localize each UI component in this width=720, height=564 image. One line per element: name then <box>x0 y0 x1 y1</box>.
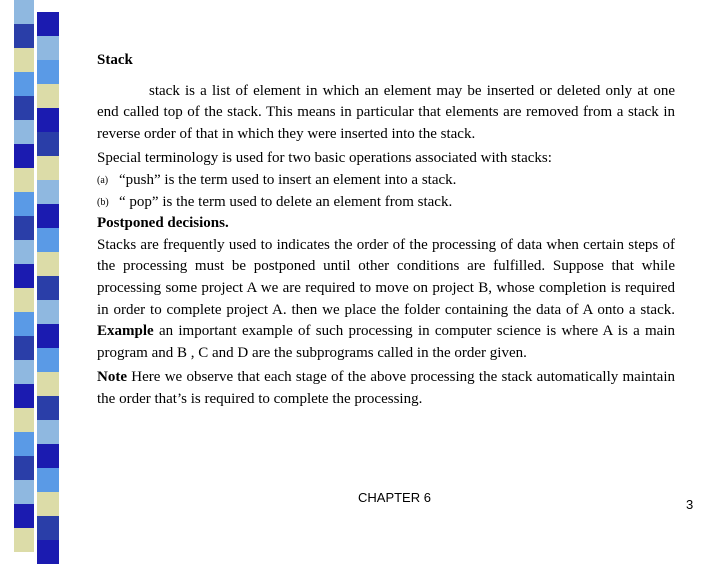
stripe-block <box>14 432 34 456</box>
stripe-block <box>14 216 34 240</box>
stripe-block <box>37 396 59 420</box>
stripe-block <box>14 528 34 552</box>
stripe-block <box>14 168 34 192</box>
example-label: Example <box>97 323 154 340</box>
stripe-block <box>37 36 59 60</box>
stripe-block <box>37 444 59 468</box>
stripe-block <box>14 48 34 72</box>
stripe-block <box>37 108 59 132</box>
page-number: 3 <box>686 497 694 512</box>
stripe-block <box>14 0 34 24</box>
stripe-block <box>37 228 59 252</box>
stripe-block <box>37 468 59 492</box>
page-title: Stack <box>97 52 133 68</box>
stripe-block <box>14 288 34 312</box>
list-item-text: “push” is the term used to insert an element into a stack. <box>119 171 457 188</box>
stripe-block <box>14 312 34 336</box>
stripe-block <box>37 132 59 156</box>
section-heading: Postponed decisions. <box>97 215 229 232</box>
stripe-block <box>37 12 59 36</box>
stripe-block <box>37 300 59 324</box>
stripe-block <box>37 324 59 348</box>
decorative-sidebar-stripe <box>0 0 66 540</box>
body-paragraph <box>97 235 675 365</box>
list-marker: (b) <box>97 196 109 208</box>
stripe-block <box>37 276 59 300</box>
stripe-block <box>37 492 59 516</box>
document-body <box>97 50 675 411</box>
list-item <box>97 192 675 214</box>
stripe-block <box>14 192 34 216</box>
stripe-block <box>14 96 34 120</box>
stripe-block <box>14 120 34 144</box>
chapter-footer: CHAPTER 6 <box>358 490 431 505</box>
stripe-block <box>37 204 59 228</box>
list-marker: (a) <box>97 174 109 186</box>
note-label: Note <box>97 369 127 386</box>
stripe-block <box>14 240 34 264</box>
stripe-block <box>37 84 59 108</box>
stripe-block <box>37 252 59 276</box>
body-text-part1: Stacks are frequently used to indicates the order of the processing of data when certain steps of the processing must be postponed until other conditions are fulfilled. Suppose that while processing some project A we are required to move on project B, whose completion is required in order to complete project A. then we place the folder containing the data of A onto a stack. <box>97 236 675 318</box>
stripe-block <box>14 72 34 96</box>
stripe-block <box>37 516 59 540</box>
terminology-paragraph: Special terminology is used for two basic operations associated with stacks: <box>97 150 552 167</box>
stripe-block <box>37 540 59 564</box>
stripe-block <box>14 456 34 480</box>
body-text-part2: an important example of such processing in computer science is where A is a main program and B , C and D are the subprograms called in the order given. <box>97 323 675 361</box>
stripe-block <box>14 504 34 528</box>
intro-paragraph: stack is a list of element in which an element may be inserted or deleted only at one end called top of the stack. This means in particular that elements are removed from a stack in reverse order of that in which they were inserted into the stack. <box>97 82 675 142</box>
stripe-block <box>37 348 59 372</box>
stripe-block <box>14 144 34 168</box>
stripe-block <box>14 336 34 360</box>
stripe-block <box>14 360 34 384</box>
stripe-block <box>37 156 59 180</box>
stripe-block <box>14 480 34 504</box>
list-item <box>97 170 675 192</box>
stripe-block <box>14 24 34 48</box>
stripe-block <box>37 60 59 84</box>
note-paragraph <box>97 367 675 410</box>
list-item-text: “ pop” is the term used to delete an element from stack. <box>119 193 453 210</box>
stripe-block <box>37 372 59 396</box>
stripe-block <box>14 264 34 288</box>
stripe-block <box>14 408 34 432</box>
stripe-block <box>37 180 59 204</box>
note-text: Here we observe that each stage of the above processing the stack automatically maintain the order that’s is required to complete the processing. <box>97 369 676 407</box>
stripe-block <box>14 384 34 408</box>
stripe-block <box>37 420 59 444</box>
